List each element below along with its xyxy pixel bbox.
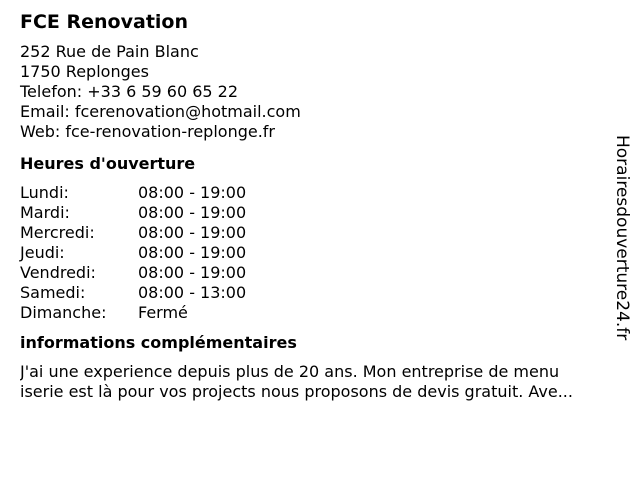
info-heading: informations complémentaires (20, 333, 297, 352)
opening-hours (20, 154, 610, 323)
business-name: FCE Renovation (20, 11, 188, 33)
time-value: 08:00 - 19:00 (138, 183, 247, 202)
contact-block (20, 42, 610, 142)
info-text-line: J'ai une experience depuis plus de 20 ans. Mon entreprise de menu (20, 362, 560, 381)
info-text-line: iserie est là pour vos projects nous proposons de devis gratuit. Ave... (20, 382, 573, 401)
day-label: Mercredi: (20, 223, 95, 242)
site-watermark: Horairesdouverture24.fr (612, 135, 632, 341)
day-label: Samedi: (20, 283, 86, 302)
business-card (20, 10, 610, 402)
time-value: 08:00 - 13:00 (138, 283, 247, 302)
hours-row-monday (20, 183, 610, 203)
hours-heading: Heures d'ouverture (20, 154, 196, 173)
time-value: 08:00 - 19:00 (138, 203, 247, 222)
email-text: Email: fcerenovation@hotmail.com (20, 102, 301, 121)
day-label: Lundi: (20, 183, 69, 202)
hours-row-sunday (20, 303, 610, 323)
time-value: Fermé (138, 303, 188, 322)
hours-row-wednesday (20, 223, 610, 243)
day-label: Mardi: (20, 203, 70, 222)
time-value: 08:00 - 19:00 (138, 263, 247, 282)
web-text: Web: fce-renovation-replonge.fr (20, 122, 275, 141)
phone-text: Telefon: +33 6 59 60 65 22 (20, 82, 239, 101)
day-label: Jeudi: (20, 243, 65, 262)
day-label: Vendredi: (20, 263, 96, 282)
address-city: 1750 Replonges (20, 62, 149, 81)
hours-row-thursday (20, 243, 610, 263)
address-street: 252 Rue de Pain Blanc (20, 42, 199, 61)
hours-row-tuesday (20, 203, 610, 223)
time-value: 08:00 - 19:00 (138, 223, 247, 242)
additional-info (20, 333, 628, 402)
hours-row-friday (20, 263, 610, 283)
time-value: 08:00 - 19:00 (138, 243, 247, 262)
day-label: Dimanche: (20, 303, 107, 322)
hours-row-saturday (20, 283, 610, 303)
